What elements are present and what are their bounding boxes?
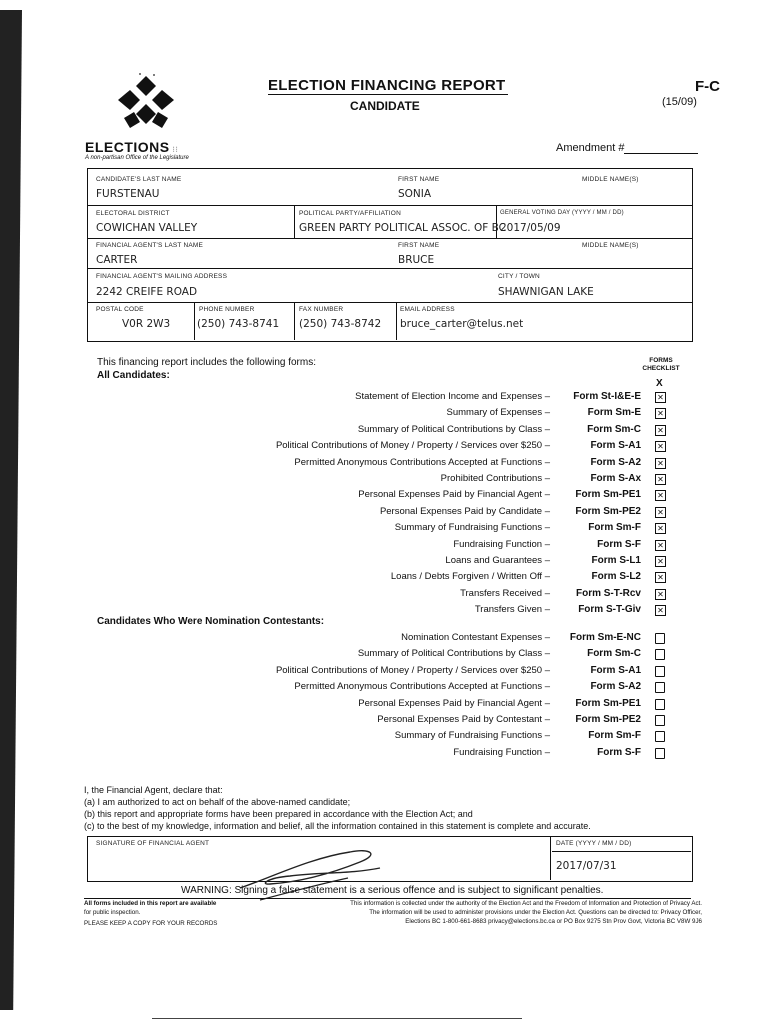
form-name: Summary of Political Contributions by Class – [357,423,550,435]
signature-label: SIGNATURE OF FINANCIAL AGENT [96,840,210,847]
footer-left-3: PLEASE KEEP A COPY FOR YOUR RECORDS [84,920,218,927]
form-code-label: Form S-L2 [591,571,641,583]
candidate-last-name-field[interactable]: FURSTENAU [96,188,160,200]
all-candidates-heading: All Candidates: [97,370,170,381]
candidate-first-name-field[interactable]: SONIA [398,188,432,200]
form-code-label: Form S-A2 [590,456,641,468]
footer-right-1: This information is collected under the authority of the Election Act and the Freedom of Information and Protection of Privacy Act. [350,900,702,907]
col-divider [396,302,397,340]
agent-first-name-label: FIRST NAME [398,242,440,249]
form-checkbox[interactable] [655,748,665,759]
voting-day-label: GENERAL VOTING DAY (YYYY / MM / DD) [500,210,624,216]
form-checkbox[interactable] [655,731,665,742]
agent-last-name-label: FINANCIAL AGENT'S LAST NAME [96,242,204,249]
form-name: Transfers Received – [460,587,550,599]
agent-last-name-field[interactable]: CARTER [96,254,138,266]
col-divider [294,205,295,238]
form-checkbox[interactable]: ✕ [655,490,666,501]
col-divider [550,836,551,880]
form-name: Personal Expenses Paid by Financial Agent – [358,489,550,501]
elections-bc-logo-icon [110,70,182,140]
footer-right-2: The information will be used to administer provisions under the Election Act. Questions can be directed to: Privacy Officer, [369,909,702,916]
form-checkbox[interactable]: ✕ [655,474,666,485]
form-version: (15/09) [662,96,697,108]
form-name: Loans / Debts Forgiven / Written Off – [390,571,550,583]
form-name: Transfers Given – [474,604,550,616]
agent-city-field[interactable]: SHAWNIGAN LAKE [498,286,594,298]
form-checkbox[interactable]: ✕ [655,392,666,403]
phone-label: PHONE NUMBER [199,306,255,313]
form-checkbox[interactable]: ✕ [655,523,666,534]
form-name: Political Contributions of Money / Property / Services over $250 – [275,664,550,676]
party-label: POLITICAL PARTY/AFFILIATION [299,210,401,217]
postal-code-label: POSTAL CODE [96,306,144,313]
form-checkbox[interactable]: ✕ [655,408,666,419]
form-code-label: Form S-T-Rcv [575,587,641,599]
report-subtitle: CANDIDATE [350,99,420,113]
form-name: Personal Expenses Paid by Contestant – [377,714,550,725]
col-divider [294,302,295,340]
amendment-field[interactable] [624,153,698,154]
form-name: Fundraising Function – [453,746,550,758]
form-name: Permitted Anonymous Contributions Accepted at Functions – [294,681,550,693]
form-name: Prohibited Contributions – [440,473,550,484]
form-name: Summary of Fundraising Functions – [394,522,550,534]
form-name: Permitted Anonymous Contributions Accepted at Functions – [294,456,550,468]
form-name: Statement of Election Income and Expenses – [355,391,550,402]
form-code-label: Form Sm-PE2 [575,505,641,517]
voting-day-field[interactable]: 2017/05/09 [500,222,561,234]
declaration-b: (b) this report and appropriate forms have been prepared in accordance with the Election Act; and [84,809,473,819]
form-code-label: Form S-F [597,746,641,758]
agent-first-name-field[interactable]: BRUCE [398,254,435,266]
agent-address-field[interactable]: 2242 CREIFE ROAD [96,286,198,298]
footer-left-2: for public inspection. [84,909,141,916]
form-name: Summary of Expenses – [446,407,550,419]
row-divider [87,205,692,206]
form-code-label: Form Sm-E-NC [569,632,641,643]
declaration-c: (c) to the best of my knowledge, information and belief, all the information contained in this statement is complete and accurate. [84,821,591,831]
form-code-label: Form S-T-Giv [578,604,641,616]
scan-edge-shadow [0,10,22,1010]
agent-middle-name-label: MIDDLE NAME(S) [582,242,639,249]
fax-label: FAX NUMBER [299,306,344,313]
phone-field[interactable]: (250) 743-8741 [197,318,280,330]
declaration-a: (a) I am authorized to act on behalf of the above-named candidate; [84,797,351,807]
form-checkbox[interactable] [655,699,665,710]
page-bottom-rule [152,1018,522,1019]
footer-left-1: All forms included in this report are available [84,900,217,907]
checklist-x-label: X [656,378,663,389]
agent-city-label: CITY / TOWN [498,273,540,280]
form-code: F-C [695,78,720,95]
form-code-label: Form Sm-PE1 [575,489,641,501]
footer-right-3: Elections BC 1-800-661-8683 privacy@elections.bc.ca or PO Box 9275 Stn Prov Govt, Victoria BC V8W 9J6 [405,918,702,925]
nomination-heading: Candidates Who Were Nomination Contestants: [97,616,325,627]
row-divider [87,238,692,239]
form-code-label: Form S-Ax [590,473,641,484]
email-field[interactable]: bruce_carter@telus.net [400,318,524,330]
form-code-label: Form Sm-F [588,522,641,534]
row-divider [87,302,692,303]
signature-date-field[interactable]: 2017/07/31 [556,860,617,872]
party-field[interactable]: GREEN PARTY POLITICAL ASSOC. OF BC [299,222,506,234]
forms-checklist-header: FORMS CHECKLIST [642,357,680,372]
form-checkbox[interactable]: ✕ [655,556,666,567]
email-label: EMAIL ADDRESS [400,306,455,313]
form-checkbox[interactable] [655,715,665,726]
form-name: Fundraising Function – [453,538,550,550]
fax-field[interactable]: (250) 743-8742 [299,318,382,330]
form-checkbox[interactable]: ✕ [655,425,666,436]
form-name: Loans and Guarantees – [445,555,550,566]
org-name: ELECTIONS ⁝⁝ [85,139,179,155]
form-code-label: Form Sm-E [587,407,641,419]
declaration-intro: I, the Financial Agent, declare that: [84,785,223,795]
form-checkbox[interactable]: ✕ [655,458,666,469]
signature-date-label: DATE (YYYY / MM / DD) [556,840,632,847]
warning-text: WARNING: Signing a false statement is a serious offence and is subject to significant penalties. [181,885,604,896]
form-code-label: Form S-A2 [590,681,641,693]
amendment-label: Amendment # [556,142,625,154]
agent-address-label: FINANCIAL AGENT'S MAILING ADDRESS [96,273,228,280]
form-checkbox[interactable] [655,633,665,644]
report-title: ELECTION FINANCING REPORT [268,77,508,95]
form-checkbox[interactable]: ✕ [655,540,666,551]
form-code-label: Form S-A1 [590,440,641,452]
form-code-label: Form Sm-F [588,730,641,742]
form-code-label: Form St-I&E-E [573,391,641,402]
form-name: Personal Expenses Paid by Financial Agent – [358,697,550,709]
candidate-middle-name-label: MIDDLE NAME(S) [582,176,639,183]
form-checkbox[interactable]: ✕ [655,507,666,518]
row-divider [552,851,691,852]
form-checkbox[interactable]: ✕ [655,589,666,600]
candidate-info-box [87,168,693,342]
forms-intro: This financing report includes the following forms: [97,357,316,368]
form-name: Personal Expenses Paid by Candidate – [379,505,550,517]
postal-code-field[interactable]: V0R 2W3 [122,318,171,330]
candidate-first-name-label: FIRST NAME [398,176,440,183]
form-checkbox[interactable]: ✕ [655,572,666,583]
org-tagline: A non-partisan Office of the Legislature [85,155,189,161]
form-checkbox[interactable] [655,682,665,693]
form-code-label: Form S-F [597,538,641,550]
form-checkbox[interactable]: ✕ [655,441,666,452]
electoral-district-field[interactable]: COWICHAN VALLEY [96,222,198,234]
footer-divider [84,898,691,899]
form-name: Nomination Contestant Expenses – [401,632,550,643]
col-divider [194,302,195,340]
form-code-label: Form Sm-PE1 [575,697,641,709]
form-checkbox[interactable] [655,649,665,660]
form-checkbox[interactable] [655,666,665,677]
form-code-label: Form Sm-PE2 [575,714,641,725]
row-divider [87,268,692,269]
form-name: Political Contributions of Money / Property / Services over $250 – [275,440,550,452]
form-code-label: Form Sm-C [587,648,641,660]
form-code-label: Form S-L1 [591,555,641,566]
electoral-district-label: ELECTORAL DISTRICT [96,210,170,217]
form-checkbox[interactable]: ✕ [655,605,666,616]
form-code-label: Form Sm-C [587,423,641,435]
form-name: Summary of Fundraising Functions – [394,730,550,742]
candidate-last-name-label: CANDIDATE'S LAST NAME [96,176,182,183]
form-code-label: Form S-A1 [590,664,641,676]
form-name: Summary of Political Contributions by Class – [357,648,550,660]
